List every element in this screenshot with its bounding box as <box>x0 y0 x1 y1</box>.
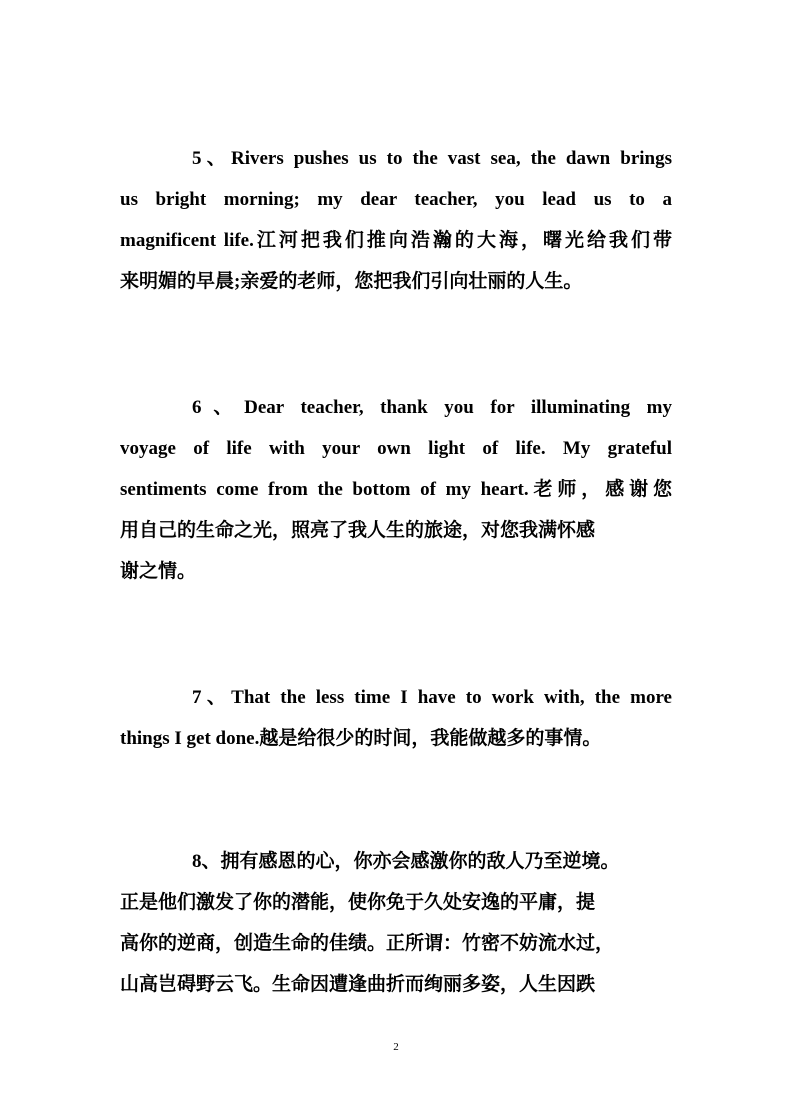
paragraph-6 <box>120 387 672 592</box>
paragraph-line: 6、Dear teacher, thank you for illuminating my <box>192 397 672 418</box>
paragraph-line: 谢之情。 <box>120 561 197 582</box>
paragraph-line: 高你的逆商，创造生命的佳绩。正所谓：竹密不妨流水过， <box>120 933 615 954</box>
page-number: 2 <box>393 1041 399 1053</box>
paragraph-5 <box>120 138 672 302</box>
paragraph-line: sentiments come from the bottom of my heart.老师，感谢您 <box>120 479 672 500</box>
paragraph-line: 山高岂碍野云飞。生命因遭逢曲折而绚丽多姿，人生因跌 <box>120 974 596 995</box>
paragraph-line: magnificent life.江河把我们推向浩瀚的大海，曙光给我们带 <box>120 230 672 251</box>
paragraph-line: 8、拥有感恩的心，你亦会感激你的敌人乃至逆境。 <box>192 851 620 872</box>
paragraph-line: 来明媚的早晨;亲爱的老师，您把我们引向壮丽的人生。 <box>120 271 583 292</box>
paragraph-line: 正是他们激发了你的潜能，使你免于久处安逸的平庸，提 <box>120 892 596 913</box>
paragraph-line: things I get done.越是给很少的时间，我能做越多的事情。 <box>120 728 602 749</box>
paragraph-line: 7、That the less time I have to work with, the more <box>192 687 672 708</box>
paragraph-7 <box>120 677 672 759</box>
paragraph-line: voyage of life with your own light of life. My grateful <box>120 438 672 459</box>
paragraph-8 <box>120 841 672 1005</box>
paragraph-line: 5、Rivers pushes us to the vast sea, the dawn brings <box>192 148 672 169</box>
paragraph-line: us bright morning; my dear teacher, you lead us to a <box>120 189 672 210</box>
paragraph-line: 用自己的生命之光，照亮了我人生的旅途，对您我满怀感 <box>120 520 596 541</box>
